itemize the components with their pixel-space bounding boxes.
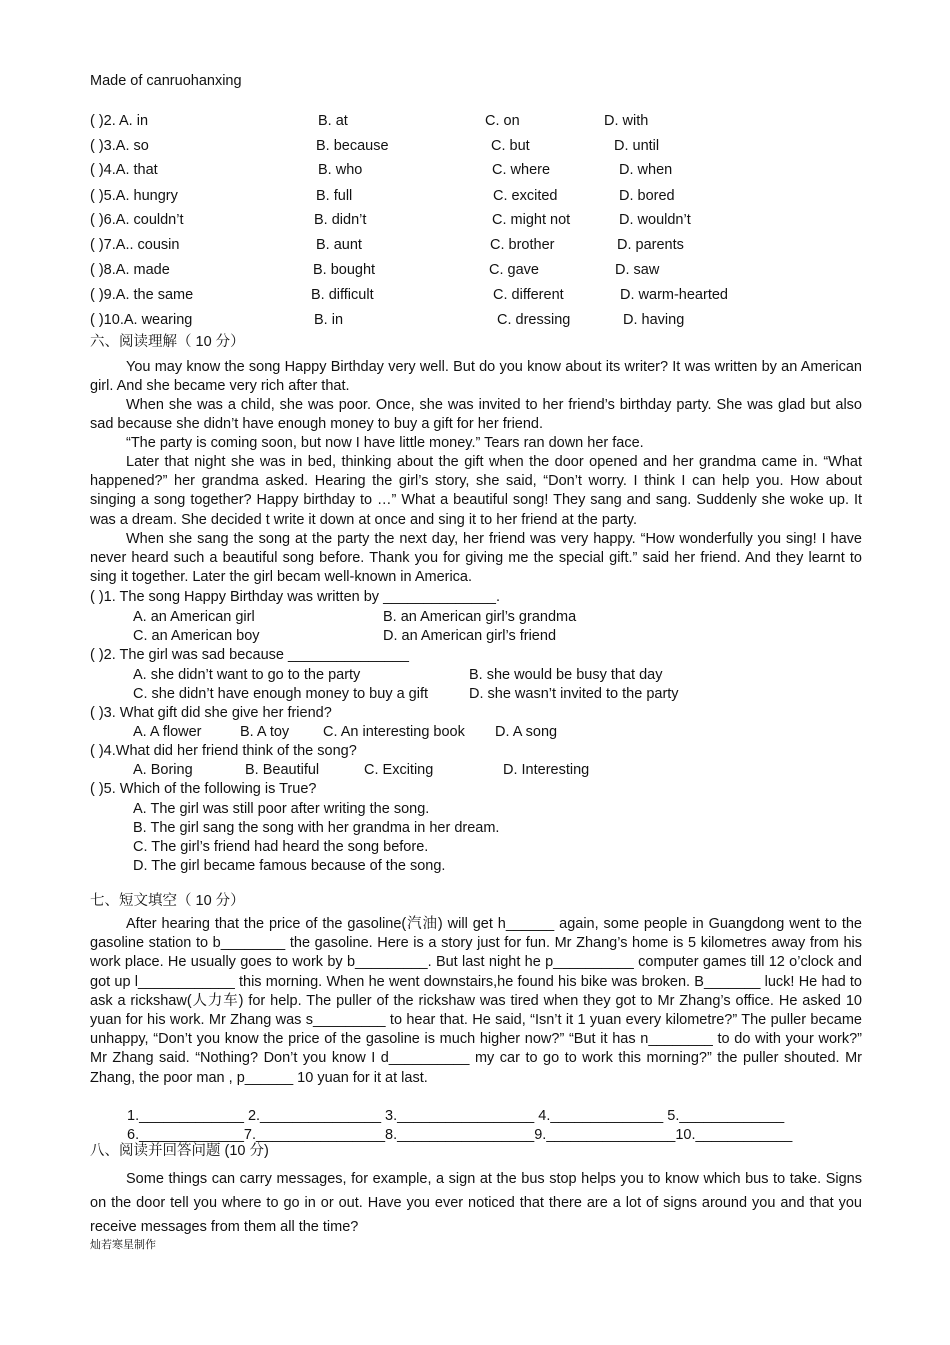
question-option: A. The girl was still poor after writing the song. bbox=[133, 801, 430, 817]
question-option: B. A toy bbox=[240, 724, 290, 740]
option-c: C. gave bbox=[489, 262, 539, 278]
question-stem: ( )4.What did her friend think of the song? bbox=[90, 743, 357, 759]
option-b: B. difficult bbox=[311, 287, 374, 303]
option-d: D. when bbox=[619, 162, 673, 178]
option-d: D. bored bbox=[619, 188, 675, 204]
footer-credit: 灿若寒星制作 bbox=[90, 1239, 156, 1251]
question-option: C. she didn’t have enough money to buy a gift bbox=[133, 686, 429, 702]
question-stem: ( )1. The song Happy Birthday was written by ______________. bbox=[90, 589, 501, 605]
option-d: D. until bbox=[614, 138, 660, 154]
question-option: B. she would be busy that day bbox=[469, 667, 663, 683]
question-option: A. A flower bbox=[133, 724, 202, 740]
header-made-of: Made of canruohanxing bbox=[90, 73, 242, 89]
option-d: D. having bbox=[623, 312, 685, 328]
option-d: D. parents bbox=[617, 237, 684, 253]
question-option: D. she wasn’t invited to the party bbox=[469, 686, 679, 702]
option-c: C. dressing bbox=[497, 312, 571, 328]
answer-blanks-row: 1._____________ 2._______________ 3._________________ 4.______________ 5._____________ bbox=[127, 1108, 785, 1124]
reading-paragraph: “The party is coming soon, but now I have little money.” Tears ran down her face. bbox=[126, 435, 644, 451]
option-b: B. at bbox=[318, 113, 348, 129]
option-b: B. aunt bbox=[316, 237, 362, 253]
question-option: D. an American girl’s friend bbox=[383, 628, 557, 644]
reading-paragraph: Later that night she was in bed, thinking about the gift when the door opened and her grandma came in. “What happened?” her grandma asked. Hearing the girl’s story, she said, “Don’t worry. I think I can help you. How about singing a song together? Happy birthday to …” What a beautiful song! They sang and sang. Suddenly she woke up. It was a dream. She decided t write it down at once and sing it to her friend at the party. bbox=[90, 454, 862, 528]
section-7-heading: 七、短文填空（ 10 分） bbox=[90, 893, 245, 909]
fill-passage: After hearing that the price of the gasoline(汽油) will get h______ again, some people in Guangdong went to the gasoline station to b________ the gasoline. Here is a story just for fun. Mr Zhang’s home is 5 kilometres away from his work place. He usually goes to work by b_________. But last night he p__________ computer games till 12 o’clock and got up l____________ this morning. When he went downstairs,he found his bike was broken. B_______ luck! He had to ask a rickshaw(人力车) for help. The puller of the rickshaw was tired when they got to Mr Zhang’s office. He asked 10 yuan for his work. Mr Zhang was s_________ to hear that. He said, “Isn’t it 1 yuan every kilometre?” The puller became unhappy, “Don’t you know the price of the gasoline is much higher now?” “But it has n________ to do with your work?” Mr Zhang said. “Nothing? Don’t you know I d__________ my car to go to work this morning?” the puller shouted. Mr Zhang, the poor man , p______ 10 yuan for it at last. bbox=[90, 916, 862, 1086]
question-option: C. Exciting bbox=[364, 762, 434, 778]
question-option: A. an American girl bbox=[133, 609, 255, 625]
question-option: D. The girl became famous because of the song. bbox=[133, 858, 446, 874]
option-b: B. didn’t bbox=[314, 212, 367, 228]
option-c: C. where bbox=[492, 162, 551, 178]
reading-paragraph: When she sang the song at the party the next day, her friend was very happy. “How wonderfully you sing! I have never heard such a beautiful song before. Thank you for giving me the special gift.” said her friend. And they learnt to sing it together. Later the girl becam well-known in America. bbox=[90, 531, 862, 586]
option-b: B. who bbox=[318, 162, 363, 178]
option-c: C. different bbox=[493, 287, 564, 303]
section-8-heading: 八、阅读并回答问题 (10 分) bbox=[90, 1143, 269, 1159]
question-option: C. The girl’s friend had heard the song before. bbox=[133, 839, 429, 855]
question-stem: ( )3. What gift did she give her friend? bbox=[90, 705, 332, 721]
option-d: D. warm-hearted bbox=[620, 287, 728, 303]
answer-blanks-row: 6._____________7.________________8._________________9.________________10.____________ bbox=[127, 1127, 793, 1143]
option-c: C. might not bbox=[492, 212, 571, 228]
question-option: C. An interesting book bbox=[323, 724, 465, 740]
question-stem: ( )5. Which of the following is True? bbox=[90, 781, 317, 797]
option-c: C. brother bbox=[490, 237, 555, 253]
answer-passage: Some things can carry messages, for example, a sign at the bus stop helps you to know which bus to take. Signs on the door tell you where to go in or out. Have you ever noticed that there are a lot of signs around you and that you receive messages from them all the time? bbox=[90, 1171, 862, 1235]
option-number: ( )7.A.. cousin bbox=[90, 237, 180, 253]
option-c: C. on bbox=[485, 113, 520, 129]
option-b: B. full bbox=[316, 188, 353, 204]
question-option: A. she didn’t want to go to the party bbox=[133, 667, 361, 683]
question-option: C. an American boy bbox=[133, 628, 260, 644]
option-c: C. excited bbox=[493, 188, 558, 204]
section-6-heading: 六、阅读理解（ 10 分） bbox=[90, 334, 245, 350]
option-number: ( )9.A. the same bbox=[90, 287, 194, 303]
reading-paragraph: When she was a child, she was poor. Once, she was invited to her friend’s birthday party. She was glad but also sad because she didn’t have enough money to buy a gift for her friend. bbox=[90, 397, 862, 433]
option-c: C. but bbox=[491, 138, 530, 154]
question-option: B. an American girl’s grandma bbox=[383, 609, 577, 625]
option-b: B. because bbox=[316, 138, 389, 154]
question-stem: ( )2. The girl was sad because _______________ bbox=[90, 647, 409, 663]
option-number: ( )10.A. wearing bbox=[90, 312, 193, 328]
option-number: ( )5.A. hungry bbox=[90, 188, 178, 204]
question-option: B. Beautiful bbox=[245, 762, 320, 778]
question-option: D. A song bbox=[495, 724, 558, 740]
question-option: A. Boring bbox=[133, 762, 193, 778]
reading-paragraph: You may know the song Happy Birthday very well. But do you know about its writer? It was written by an American girl. And she became very rich after that. bbox=[90, 359, 862, 395]
option-d: D. wouldn’t bbox=[619, 212, 691, 228]
option-d: D. with bbox=[604, 113, 649, 129]
option-number: ( )6.A. couldn’t bbox=[90, 212, 184, 228]
option-b: B. bought bbox=[313, 262, 376, 278]
option-number: ( )8.A. made bbox=[90, 262, 170, 278]
question-option: B. The girl sang the song with her grandma in her dream. bbox=[133, 820, 500, 836]
option-number: ( )2. A. in bbox=[90, 113, 149, 129]
option-number: ( )3.A. so bbox=[90, 138, 149, 154]
question-option: D. Interesting bbox=[503, 762, 590, 778]
option-b: B. in bbox=[314, 312, 344, 328]
option-d: D. saw bbox=[615, 262, 660, 278]
option-number: ( )4.A. that bbox=[90, 162, 158, 178]
